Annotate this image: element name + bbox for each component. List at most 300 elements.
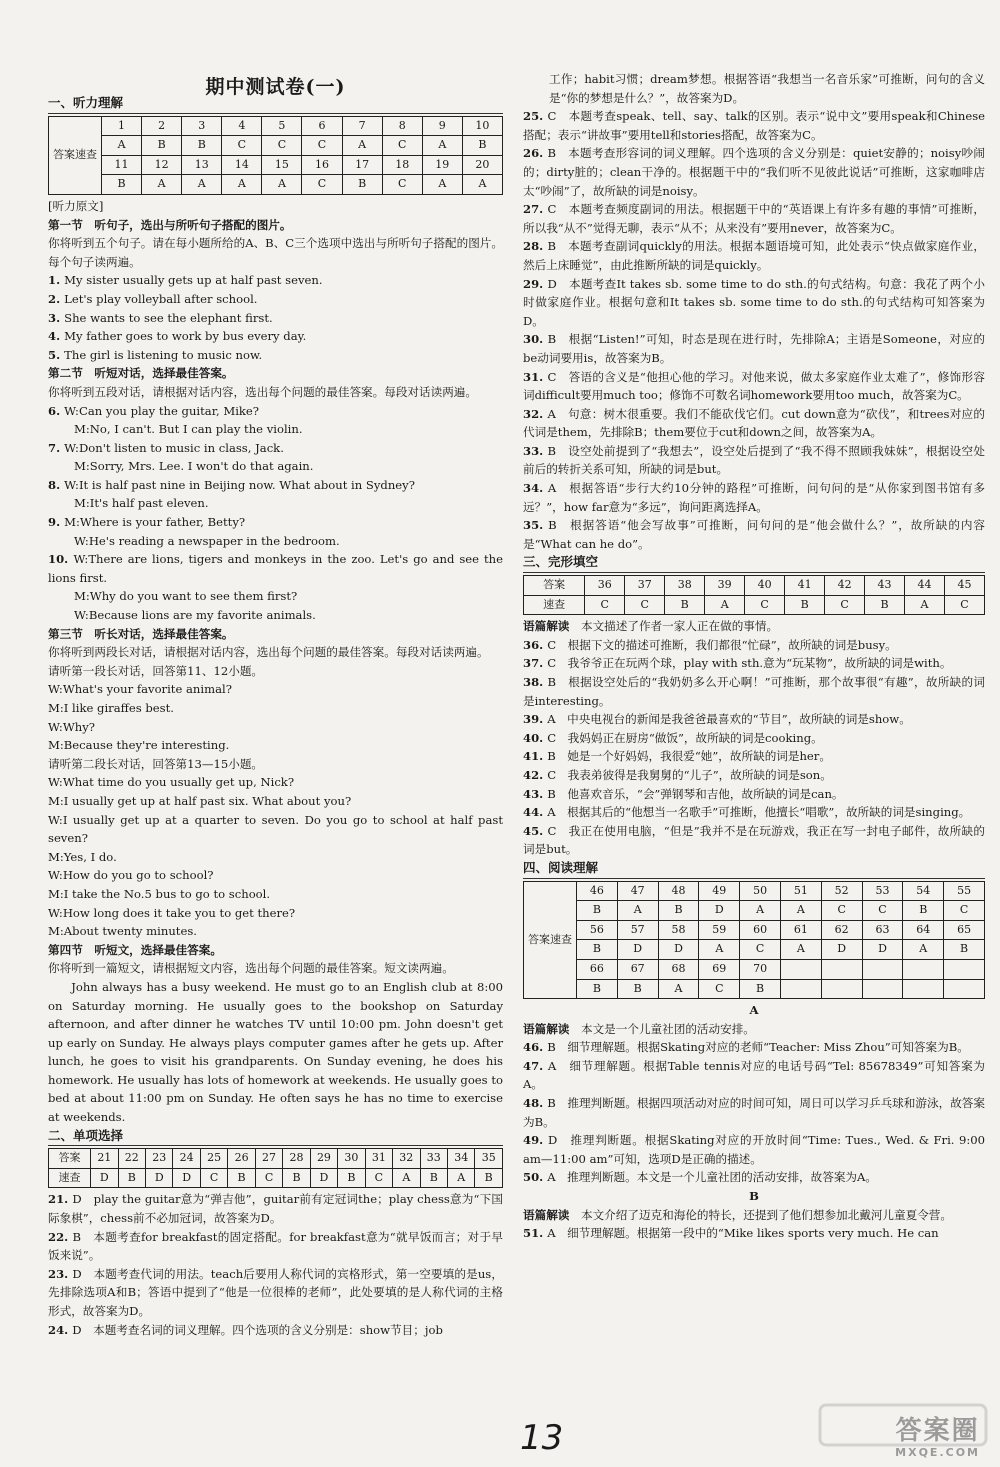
question-number: 25 [200,1149,227,1169]
question-number [821,959,862,979]
question-number: 54 [903,881,944,901]
answer-cell: B [118,1168,145,1188]
list-item: W:Because lions are my favorite animals. [74,608,316,623]
question-number: 1 [102,116,142,136]
answer-cell: A [617,901,658,921]
question-number: 20 [462,155,502,175]
list-item: 34. A 根据答语“步行大约10分钟的路程”可推断，问句问的是“从你家到图书馆有多远？”，how far意为“多远”，询问距离选择A。 [523,481,985,514]
answer-cell: A [262,175,302,195]
answer-cell: B [665,595,705,615]
question-number: 29 [310,1149,337,1169]
answer-cell: C [585,595,625,615]
question-number: 37 [625,576,665,596]
list-item: 32. A 句意：树木很重要。我们不能砍伐它们。cut down意为“砍伐”，和trees对应的代词是them，先排除B；them要位于cut和down之间，故答案为A。 [523,406,985,440]
list-item: W:How do you go to school? [48,868,214,883]
list-item: 你将听到五个句子。请在每小题所给的A、B、C三个选项中选出与所听句子搭配的图片。每个句子读两遍。 [48,236,503,269]
item-number: 10. [48,552,74,567]
question-number: 65 [944,920,985,940]
list-item: W:Why? [48,719,95,734]
question-number [862,959,903,979]
answer-cell: D [821,940,862,960]
question-number: 50 [740,881,781,901]
answer-cell: C [365,1168,392,1188]
question-number: 62 [821,920,862,940]
question-number: 47 [617,881,658,901]
answer-cell: C [699,979,740,999]
answer-cell: C [945,595,985,615]
item-number: 34. [523,481,548,496]
question-number: 39 [705,576,745,596]
list-item: John always has a busy weekend. He must go to an English club at 8:00 on Saturday morning. He usually goes to the bookshop on Saturday afternoon, and after dinner he watches TV until 10:00 pm. John doesn't get up early on Sunday. He always plays computer games after he gets up. After lunch, he goes to visit his grandparents. On Sunday evening, he does his homework. He usually has lots of homework at weekends. He usually goes to bed at about 11:00 pm on Sunday. He often says he has no time to exercise at weekends. [48,979,503,1125]
answer-cell: A [447,1168,474,1188]
list-item: 27. C 本题考查频度副词的用法。根据题干中的“英语课上有许多有趣的事情”可推断，所以我“从不”觉得无聊，表示“从不；从来没有”要用never，故答案为C。 [523,202,985,235]
question-number [780,959,821,979]
list-item: 你将听到一篇短文，请根据短文内容，选出每个问题的最佳答案。短文读两遍。 [48,961,454,976]
list-item: 4. My father goes to work by bus every day. [48,329,307,344]
table-label: 答案速查 [49,116,102,194]
table-label: 速查 [524,595,585,615]
list-item: 你将听到两段长对话，请根据对话内容，选出每个问题的最佳答案。每段对话读两遍。 [48,645,489,660]
answer-cell: C [382,175,422,195]
question-number: 64 [903,920,944,940]
answer-cell: D [617,940,658,960]
question-number: 8 [382,116,422,136]
list-item: 28. B 本题考查副词quickly的用法。根据本题语境可知，此处表示“快点做家庭作业，然后上床睡觉”，由此推断所缺的词是quickly。 [523,239,985,272]
answer-cell: A [780,901,821,921]
list-item: M:I like giraffes best. [48,701,174,715]
answer-cell: B [475,1168,503,1188]
answer-cell: C [862,901,903,921]
question-number: 14 [222,155,262,175]
table-row [524,881,985,901]
list-item: [听力原文] [48,198,104,213]
answer-cell: A [905,595,945,615]
passage-summary-label: 语篇解读 [523,1207,570,1222]
answer-cell: A [182,175,222,195]
answer-cell: D [658,940,699,960]
answer-cell: D [862,940,903,960]
question-number: 41 [785,576,825,596]
answer-cell: C [944,901,985,921]
table-row [524,920,985,940]
answer-cell: C [821,901,862,921]
section-heading-listening: 一、听力理解 [48,94,503,114]
item-number: 45. [523,823,548,838]
answer-cell: B [342,175,382,195]
answer-cell: C [262,136,302,156]
question-number: 7 [342,116,382,136]
answer-cell: B [865,595,905,615]
reading-a-explanations [523,1020,985,1187]
answer-cell [903,979,944,999]
list-item: 41. B 她是一个好妈妈，我很爱“她”，故所缺的词是her。 [523,749,831,764]
question-number: 11 [102,155,142,175]
answer-cell: D [146,1168,173,1188]
single-choice-explanations [48,1190,503,1339]
answer-cell: A [142,175,182,195]
list-item: 2. Let's play volleyball after school. [48,291,258,306]
item-number: 21. [48,1192,73,1207]
answer-cell: A [903,940,944,960]
answer-cell: B [338,1168,365,1188]
answer-cell: B [740,979,781,999]
list-item: 36. C 根据下文的描述可推断，我们都很“忙碌”，故所缺的词是busy。 [523,637,897,652]
list-item: 24. D 本题考查名词的词义理解。四个选项的含义分别是：show节目；job [48,1322,443,1337]
answer-cell: C [625,595,665,615]
answer-cell: B [903,901,944,921]
section-heading-cloze: 三、完形填空 [523,553,985,573]
list-item: M:No, I can't. But I can play the violin. [74,422,303,437]
list-item: M:About twenty minutes. [48,924,197,939]
list-item: 23. D 本题考查代词的用法。teach后要用人称代词的宾格形式，第一空要填的是us，先排除选项A和B；答语中提到了“他是一位很棒的老师”，此处要填的是人称代词的主格形式，故答案为D。 [48,1266,503,1318]
cloze-answer-table [523,575,985,615]
list-item: 39. A 中央电视台的新闻是我爸爸最喜欢的“节目”，故所缺的词是show。 [523,712,911,727]
table-row [49,175,503,195]
answer-cell: A [658,979,699,999]
item-number: 27. [523,202,548,217]
section-heading-single-choice: 二、单项选择 [48,1127,503,1147]
list-item: M:Because they're interesting. [48,738,230,753]
table-row [49,155,503,175]
answer-cell: A [740,901,781,921]
list-item: 请听第一段长对话，回答第11、12小题。 [48,663,264,678]
question-number: 35 [475,1149,503,1169]
item-number: 47. [523,1058,548,1073]
question-number: 40 [745,576,785,596]
question-number: 45 [945,576,985,596]
table-label: 答案速查 [524,881,577,999]
answer-cell: B [142,136,182,156]
question-number: 2 [142,116,182,136]
question-number: 17 [342,155,382,175]
item-number: 4. [48,329,65,344]
passage-summary-label: 语篇解读 [523,619,570,634]
list-item: 44. A 根据其后的“他想当一名歌手”可推断，他擅长“唱歌”，故所缺的词是singing。 [523,805,971,820]
item-number: 42. [523,767,548,782]
question-number: 63 [862,920,903,940]
list-item: 51. A 细节理解题。根据第一段中的“Mike likes sports very much. He can [523,1226,939,1241]
answer-cell: C [740,940,781,960]
table-row [524,595,985,615]
item-number: 41. [523,749,548,764]
question-number: 48 [658,881,699,901]
answer-cell: B [577,940,618,960]
question-number: 69 [699,959,740,979]
answer-cell [862,979,903,999]
item-number: 2. [48,291,65,306]
item-number: 25. [523,109,548,124]
answer-cell: A [422,136,462,156]
table-row [524,576,985,596]
single-choice-explanations-cont [523,70,985,553]
question-number: 30 [338,1149,365,1169]
question-number: 38 [665,576,705,596]
item-number: 43. [523,786,548,801]
list-item: 10. W:There are lions, tigers and monkeys in the zoo. Let's go and see the lions first. [48,552,503,585]
item-number: 29. [523,276,548,291]
question-number: 16 [302,155,342,175]
answer-cell: C [255,1168,282,1188]
question-number: 43 [865,576,905,596]
answer-cell: A [422,175,462,195]
question-number: 13 [182,155,222,175]
question-number: 53 [862,881,903,901]
list-item: W:What's your favorite animal? [48,682,232,697]
answer-cell: C [222,136,262,156]
list-item: 29. D 本题考查It takes sb. some time to do sth.的句式结构。句意：我花了两个小时做家庭作业。根据句意和It takes sb. some time to do sth.的句式结构可知答案为D。 [523,276,985,328]
question-number: 33 [420,1149,447,1169]
item-number: 30. [523,332,548,347]
table-row [524,959,985,979]
item-number: 8. [48,477,65,492]
list-item: 45. C 我正在使用电脑，“但是”我并不是在玩游戏，我正在写一封电子邮件，故所缺的词是but。 [523,823,985,857]
cloze-explanations [523,617,985,859]
question-number: 66 [577,959,618,979]
question-number: 68 [658,959,699,979]
question-number: 9 [422,116,462,136]
list-item: 43. B 他喜欢音乐，“会”弹钢琴和吉他，故所缺的词是can。 [523,786,844,801]
item-number: 36. [523,637,548,652]
answer-cell: C [382,136,422,156]
list-item: W:How long does it take you to get there? [48,905,296,920]
question-number: 44 [905,576,945,596]
list-item: 47. A 细节理解题。根据Table tennis对应的电话号码“Tel: 85678349”可知答案为A。 [523,1058,985,1092]
question-number: 23 [146,1149,173,1169]
question-number: 51 [780,881,821,901]
answer-cell: C [825,595,865,615]
item-number: 33. [523,443,548,458]
list-item: 40. C 我妈妈正在厨房“做饭”，故所缺的词是cooking。 [523,730,823,745]
question-number: 31 [365,1149,392,1169]
question-number: 58 [658,920,699,940]
table-label: 答案 [524,576,585,596]
list-item: 21. D play the guitar意为“弹吉他”，guitar前有定冠词the；play chess意为“下国际象棋”，chess前不必加冠词，故答案为D。 [48,1192,503,1226]
listening-answer-table [48,116,503,195]
answer-cell: C [745,595,785,615]
answer-cell: A [222,175,262,195]
question-number: 55 [944,881,985,901]
item-number: 22. [48,1229,73,1244]
item-number: 46. [523,1040,548,1055]
question-number: 12 [142,155,182,175]
list-item: 第一节 听句子，选出与所听句子搭配的图片。 [48,217,292,232]
question-number: 18 [382,155,422,175]
item-number: 26. [523,146,548,161]
answer-cell [944,979,985,999]
list-item: 第二节 听短对话，选择最佳答案。 [48,366,234,381]
item-number: 7. [48,440,65,455]
item-number: 24. [48,1322,73,1337]
table-row [524,901,985,921]
question-number: 56 [577,920,618,940]
item-number: 39. [523,712,548,727]
page-number: 13 [520,1418,564,1458]
watermark-text: 答案圈 MXQE.COM [895,1416,980,1459]
item-number: 5. [48,347,65,362]
list-item: 48. B 推理判断题。根据四项活动对应的时间可知，周日可以学习乒乓球和游泳，故答案为B。 [523,1096,985,1129]
answer-cell: A [462,175,502,195]
question-number: 60 [740,920,781,940]
question-number: 26 [228,1149,255,1169]
answer-cell: A [102,136,142,156]
question-number: 24 [173,1149,200,1169]
item-number: 50. [523,1170,548,1185]
list-item: M:I take the No.5 bus to go to school. [48,886,271,901]
answer-cell: D [91,1168,118,1188]
list-item: 语篇解读 本文介绍了迈克和海伦的特长，还提到了他们想参加北戴河儿童夏令营。 [523,1207,952,1222]
list-item: 22. B 本题考查for breakfast的固定搭配。for breakfast意为“就早饭而言；对于早饭来说”。 [48,1229,503,1263]
answer-cell: C [302,136,342,156]
table-label: 速查 [49,1168,91,1188]
list-item: 35. B 根据答语“他会写故事”可推断，问句问的是“他会做什么？”，故所缺的内容是“What can he do”。 [523,518,985,551]
answer-cell: D [310,1168,337,1188]
reading-b-explanations [523,1206,985,1243]
list-item: 工作；habit习惯；dream梦想。根据答语“我想当一名音乐家”可推断，问句的含义是“你的梦想是什么？”，故答案为D。 [549,72,985,105]
list-item: 语篇解读 本文是一个儿童社团的活动安排。 [523,1021,755,1036]
list-item: 8. W:It is half past nine in Beijing now. What about in Sydney? [48,477,415,492]
list-item: 3. She wants to see the elephant first. [48,310,273,325]
answer-cell: D [699,901,740,921]
table-row [49,1149,503,1169]
answer-cell: B [283,1168,310,1188]
item-number: 28. [523,239,548,254]
question-number: 10 [462,116,502,136]
question-number: 46 [577,881,618,901]
list-item: 请听第二段长对话，回答第13—15小题。 [48,756,264,771]
item-number: 48. [523,1096,548,1111]
question-number: 59 [699,920,740,940]
answer-cell: A [705,595,745,615]
single-choice-answer-table [48,1148,503,1188]
answer-cell: B [785,595,825,615]
table-row [49,1168,503,1188]
list-item: 第四节 听短文，选择最佳答案。 [48,942,222,957]
list-item: 1. My sister usually gets up at half past seven. [48,273,323,288]
table-row [524,940,985,960]
question-number: 32 [393,1149,420,1169]
item-number: 37. [523,656,548,671]
list-item: 26. B 本题考查形容词的词义理解。四个选项的含义分别是：quiet安静的；noisy吵闹的；dirty脏的；clean干净的。根据题干中的“我们听不见彼此说话”可推断，这家咖啡店太“吵闹”了，故所缺的词是noisy。 [523,146,985,198]
answer-cell: B [577,901,618,921]
answer-cell [821,979,862,999]
list-item: 49. D 推理判断题。根据Skating对应的开放时间“Time: Tues., Wed. & Fri. 9:00 am—11:00 am”可知，选项D是正确的描述。 [523,1133,985,1166]
table-label: 答案 [49,1149,91,1169]
question-number: 6 [302,116,342,136]
list-item: 46. B 细节理解题。根据Skating对应的老师“Teacher: Miss Zhou”可知答案为B。 [523,1040,969,1055]
list-item: M:It's half past eleven. [74,496,209,511]
listening-transcript [48,197,503,1127]
question-number: 15 [262,155,302,175]
list-item: M:Why do you want to see them first? [74,589,298,604]
question-number: 57 [617,920,658,940]
question-number: 42 [825,576,865,596]
left-column [48,70,503,1339]
answer-cell: B [658,901,699,921]
question-number: 22 [118,1149,145,1169]
item-number: 40. [523,730,548,745]
list-item: W:I usually get up at a quarter to seven. Do you go to school at half past seven? [48,812,503,846]
answer-cell: A [699,940,740,960]
answer-cell: B [228,1168,255,1188]
answer-cell: A [780,940,821,960]
item-number: 32. [523,406,548,421]
list-item: 31. C 答语的含义是“他担心他的学习。对他来说，做太多家庭作业太难了”，修饰形容词difficult要用much too；修饰不可数名词homework要用too much，故答案为C。 [523,369,985,403]
list-item: 42. C 我表弟彼得是我舅舅的“儿子”，故所缺的词是son。 [523,767,832,782]
question-number: 28 [283,1149,310,1169]
item-number: 49. [523,1133,548,1148]
answer-cell: B [617,979,658,999]
page-title: 期中测试卷(一) [205,76,346,98]
list-item: M:Sorry, Mrs. Lee. I won't do that again. [74,459,314,474]
question-number: 4 [222,116,262,136]
item-number: 23. [48,1266,73,1281]
list-item: 38. B 根据设空处后的“我奶奶多么开心啊！”可推断，那个故事很“有趣”，故所缺的词是interesting。 [523,675,985,708]
item-number: 44. [523,805,548,820]
item-number: 31. [523,369,548,384]
question-number: 70 [740,959,781,979]
list-item: 语篇解读 本文描述了作者一家人正在做的事情。 [523,619,779,634]
right-column [523,70,985,1243]
question-number: 49 [699,881,740,901]
question-number: 5 [262,116,302,136]
list-item: W:He's reading a newspaper in the bedroom. [74,533,340,548]
list-item: 7. W:Don't listen to music in class, Jack. [48,440,284,455]
answer-cell [780,979,821,999]
list-item: 9. M:Where is your father, Betty? [48,515,246,530]
list-item: M:I usually get up at half past six. What about you? [48,793,352,808]
list-item: 30. B 根据“Listen!”可知，时态是现在进行时，先排除A；主语是Someone，对应的be动词要用is，故答案为B。 [523,332,985,365]
question-number: 67 [617,959,658,979]
answer-cell: B [577,979,618,999]
list-item: 25. C 本题考查speak、tell、say、talk的区别。表示“说中文”要用speak和Chinese搭配；表示“讲故事”要用tell和stories搭配，故答案为C。 [523,109,985,142]
table-row [49,116,503,136]
item-number: 9. [48,515,65,530]
list-item: W:What time do you usually get up, Nick? [48,775,295,790]
item-number: 51. [523,1226,548,1241]
item-number: 38. [523,675,548,689]
question-number: 34 [447,1149,474,1169]
question-number [903,959,944,979]
list-item: 你将听到五段对话，请根据对话内容，选出每个问题的最佳答案。每段对话读两遍。 [48,384,477,399]
answer-cell: D [173,1168,200,1188]
passage-b-label: B [749,1189,759,1204]
answer-cell: B [182,136,222,156]
section-heading-reading: 四、阅读理解 [523,859,985,879]
list-item: 33. B 设空处前提到了“我想去”，设空处后提到了“我不得不照顾我妹妹”，根据设空处前后的转折关系可知，所缺的词是but。 [523,443,985,477]
list-item: 37. C 我爷爷正在玩两个球，play with sth.意为“玩某物”，故所缺的词是with。 [523,656,952,671]
question-number: 36 [585,576,625,596]
question-number: 27 [255,1149,282,1169]
passage-summary-label: 语篇解读 [523,1021,570,1036]
question-number: 3 [182,116,222,136]
answer-cell: C [200,1168,227,1188]
answer-cell: A [342,136,382,156]
answer-cell: C [302,175,342,195]
answer-cell: A [393,1168,420,1188]
passage-a-label: A [749,1003,759,1018]
question-number: 19 [422,155,462,175]
table-row [524,979,985,999]
question-number [944,959,985,979]
question-number: 52 [821,881,862,901]
list-item: 6. W:Can you play the guitar, Mike? [48,403,260,418]
answer-cell: B [420,1168,447,1188]
list-item: 第三节 听长对话，选择最佳答案。 [48,626,234,641]
answer-cell: B [462,136,502,156]
list-item: M:Yes, I do. [48,849,117,864]
reading-answer-table [523,881,985,1000]
question-number: 21 [91,1149,118,1169]
